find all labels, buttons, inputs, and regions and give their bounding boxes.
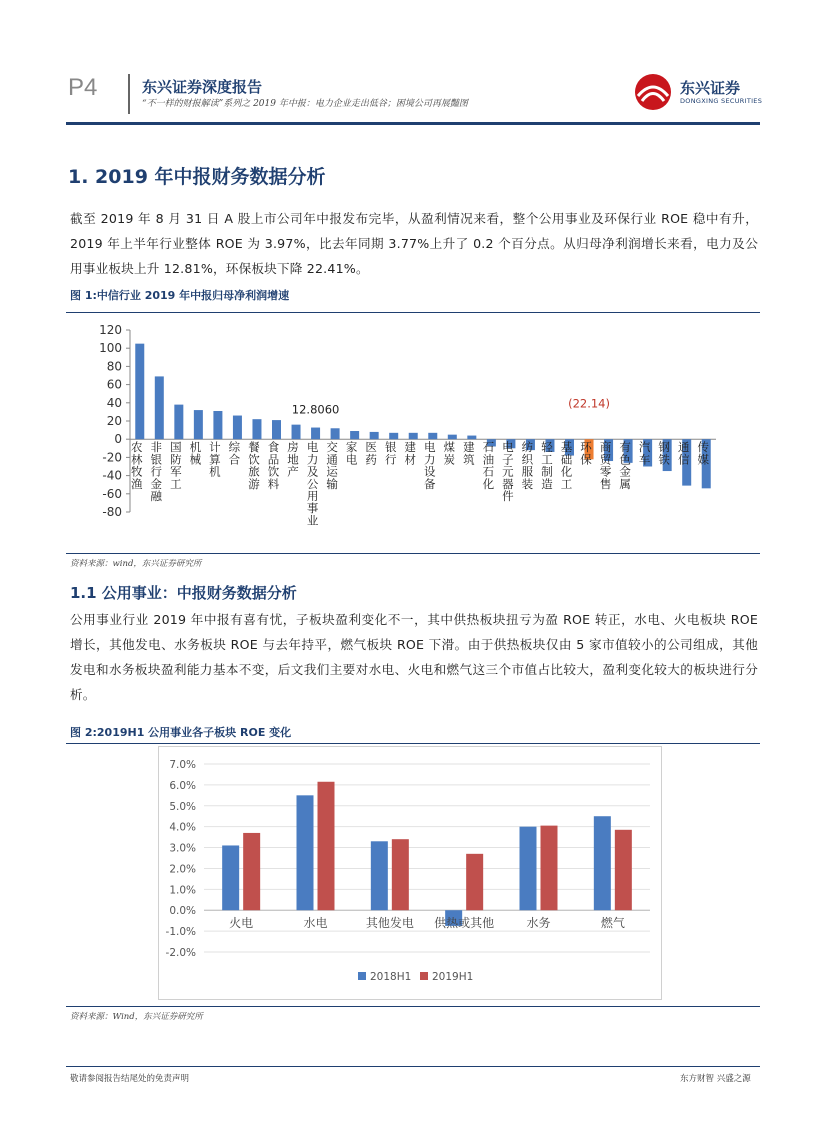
header-rule [66, 122, 760, 125]
y-tick-label: -20 [102, 450, 122, 465]
bar-2018H1-2 [371, 841, 388, 910]
category-label: 纺织服装 [521, 440, 534, 491]
body-paragraph: 截至 2019 年 8 月 31 日 A 股上市公司年中报发布完毕，从盈利情况来看，整个公用事业及环保行业 ROE 稳中有升，2019 年上半年行业整体 ROE 为 3.97%，比去年同期 3.77%上升了 0.2 个百分点。从归母净利润增长来看，电力及公用事业板块上升 12.81%，环保板块下降 22.41%。 [70, 211, 758, 276]
figure-rule [66, 1006, 760, 1007]
figure-rule [66, 312, 760, 313]
category-label: 农林牧渔 [131, 440, 143, 491]
category-label: 煤炭 [443, 440, 456, 467]
header-divider [128, 74, 130, 114]
category-label: 轻工制造 [541, 440, 553, 491]
footer-rule [66, 1066, 760, 1067]
y-tick-label: 4.0% [169, 821, 196, 834]
bar-8 [292, 425, 301, 440]
y-tick-label: 7.0% [169, 759, 196, 771]
category-label: 建材 [404, 440, 416, 467]
chart-roe-change [158, 746, 662, 1000]
category-label: 通信 [677, 440, 690, 467]
category-label: 环保 [580, 440, 592, 467]
bar-14 [409, 433, 418, 439]
bar-5 [233, 416, 242, 440]
report-subtitle: “不一样的财报解读”系列之 2019 年中报：电力企业走出低谷；困境公司再展豔图 [142, 99, 468, 109]
y-tick-label: -40 [102, 468, 122, 483]
logo-text: 东兴证券 [680, 79, 741, 97]
category-label: 食品饮料 [267, 440, 280, 491]
y-tick-label: -60 [102, 486, 122, 501]
legend-swatch [420, 972, 428, 980]
subsection-heading: 1.1 公用事业：中报财务数据分析 [70, 584, 297, 602]
category-label: 电子元器件 [502, 440, 514, 503]
bar-6 [252, 419, 261, 439]
y-tick-label: 2.0% [169, 863, 196, 876]
bar-16 [448, 435, 457, 440]
company-logo-icon [630, 72, 676, 112]
bar-1 [155, 376, 164, 439]
category-label: 燃气 [600, 916, 625, 931]
bar-2 [174, 405, 183, 440]
bar-10 [331, 428, 340, 439]
legend-label: 2019H1 [432, 971, 474, 983]
data-label: 12.8060 [291, 402, 340, 417]
category-label: 其他发电 [365, 916, 414, 931]
footer-disclaimer: 敬请参阅报告结尾处的免责声明 [70, 1074, 190, 1084]
logo-text-en: DONGXING SECURITIES [680, 97, 763, 105]
y-tick-label: -1.0% [165, 926, 196, 939]
y-tick-label: 20 [106, 414, 122, 428]
bar-0 [135, 344, 144, 440]
category-label: 基础化工 [560, 440, 573, 491]
category-label: 供热或其他 [434, 916, 495, 931]
legend-swatch [358, 972, 366, 980]
category-label: 水务 [526, 916, 551, 931]
category-label: 商贸零售 [599, 440, 612, 491]
y-tick-label: 0 [114, 432, 122, 447]
y-tick-label: 0.0% [169, 905, 196, 918]
bar-2018H1-0 [222, 845, 239, 910]
y-tick-label: 40 [106, 395, 122, 410]
y-tick-label: 100 [99, 341, 122, 356]
figure-title: 图 2:2019H1 公用事业各子板块 ROE 变化 [70, 726, 292, 739]
y-tick-label: 120 [99, 323, 122, 337]
bar-17 [467, 436, 476, 440]
report-title: 东兴证券深度报告 [142, 78, 263, 96]
chart-industry-profit-growth [66, 314, 760, 554]
y-tick-label: 60 [106, 377, 122, 392]
category-label: 机械 [189, 440, 202, 467]
bar-2018H1-5 [594, 816, 611, 910]
category-label: 银行 [384, 440, 397, 467]
legend-label: 2018H1 [370, 971, 412, 983]
bar-2019H1-4 [541, 826, 558, 911]
bar-9 [311, 428, 320, 440]
bar-15 [428, 433, 437, 439]
category-label: 建筑 [463, 440, 475, 467]
category-label: 家电 [345, 440, 358, 467]
category-label: 电力及公用事业 [306, 440, 319, 528]
category-label: 火电 [229, 916, 254, 931]
category-label: 交通运输 [326, 440, 338, 491]
category-label: 餐饮旅游 [248, 440, 260, 491]
category-label: 计算机 [209, 440, 221, 479]
category-label: 综合 [228, 440, 241, 467]
footer-slogan: 东方财智 兴盛之源 [680, 1074, 751, 1084]
y-tick-label: -2.0% [165, 947, 196, 959]
figure-source: 资料来源：wind，东兴证券研究所 [70, 559, 202, 569]
category-label: 水电 [303, 916, 328, 931]
bar-2019H1-5 [615, 830, 632, 910]
category-label: 钢铁 [658, 440, 670, 467]
category-label: 石油石化 [482, 440, 495, 491]
y-tick-label: -80 [102, 505, 122, 519]
category-label: 房地产 [287, 440, 299, 479]
bar-11 [350, 431, 359, 439]
category-label: 传媒 [697, 440, 709, 467]
category-label: 非银行金融 [150, 440, 163, 503]
category-label: 国防军工 [170, 440, 182, 491]
bar-4 [213, 411, 222, 439]
y-tick-label: 6.0% [169, 779, 196, 792]
bar-12 [370, 432, 379, 439]
data-label: (22.14) [568, 396, 610, 411]
bar-2019H1-2 [392, 839, 409, 910]
y-tick-label: 1.0% [169, 884, 196, 897]
section-heading: 1. 2019 年中报财务数据分析 [68, 166, 326, 188]
figure-rule [66, 553, 760, 554]
figure-rule [66, 743, 760, 744]
bar-2018H1-1 [297, 795, 314, 910]
y-tick-label: 3.0% [169, 842, 196, 855]
y-tick-label: 80 [106, 359, 122, 374]
bar-7 [272, 420, 281, 439]
y-tick-label: 5.0% [169, 800, 196, 813]
bar-2018H1-4 [520, 827, 537, 911]
category-label: 有色金属 [619, 440, 631, 491]
bar-2019H1-1 [318, 782, 335, 910]
bar-2019H1-3 [466, 854, 483, 910]
category-label: 医药 [365, 440, 377, 467]
category-label: 电力设备 [424, 440, 436, 491]
bar-2019H1-0 [243, 833, 260, 910]
page-number: P4 [68, 74, 98, 101]
bar-13 [389, 433, 398, 439]
figure-source: 资料来源：Wind，东兴证券研究所 [70, 1012, 203, 1022]
bar-3 [194, 410, 203, 439]
body-paragraph: 公用事业行业 2019 年中报有喜有忧，子板块盈利变化不一，其中供热板块扭亏为盈 ROE 转正，水电、火电板块 ROE 增长，其他发电、水务板块 ROE 与去年持平，燃气板块 ROE 下滑。由于供热板块仅由 5 家市值较小的公司组成，其他发电和水务板块盈利能力基本不变，后文我们主要对水电、火电和燃气这三个市值占比较大，盈利变化较大的板块进行分析。 [70, 612, 758, 702]
figure-title: 图 1:中信行业 2019 年中报归母净利润增速 [70, 289, 290, 302]
category-label: 汽车 [638, 440, 651, 467]
